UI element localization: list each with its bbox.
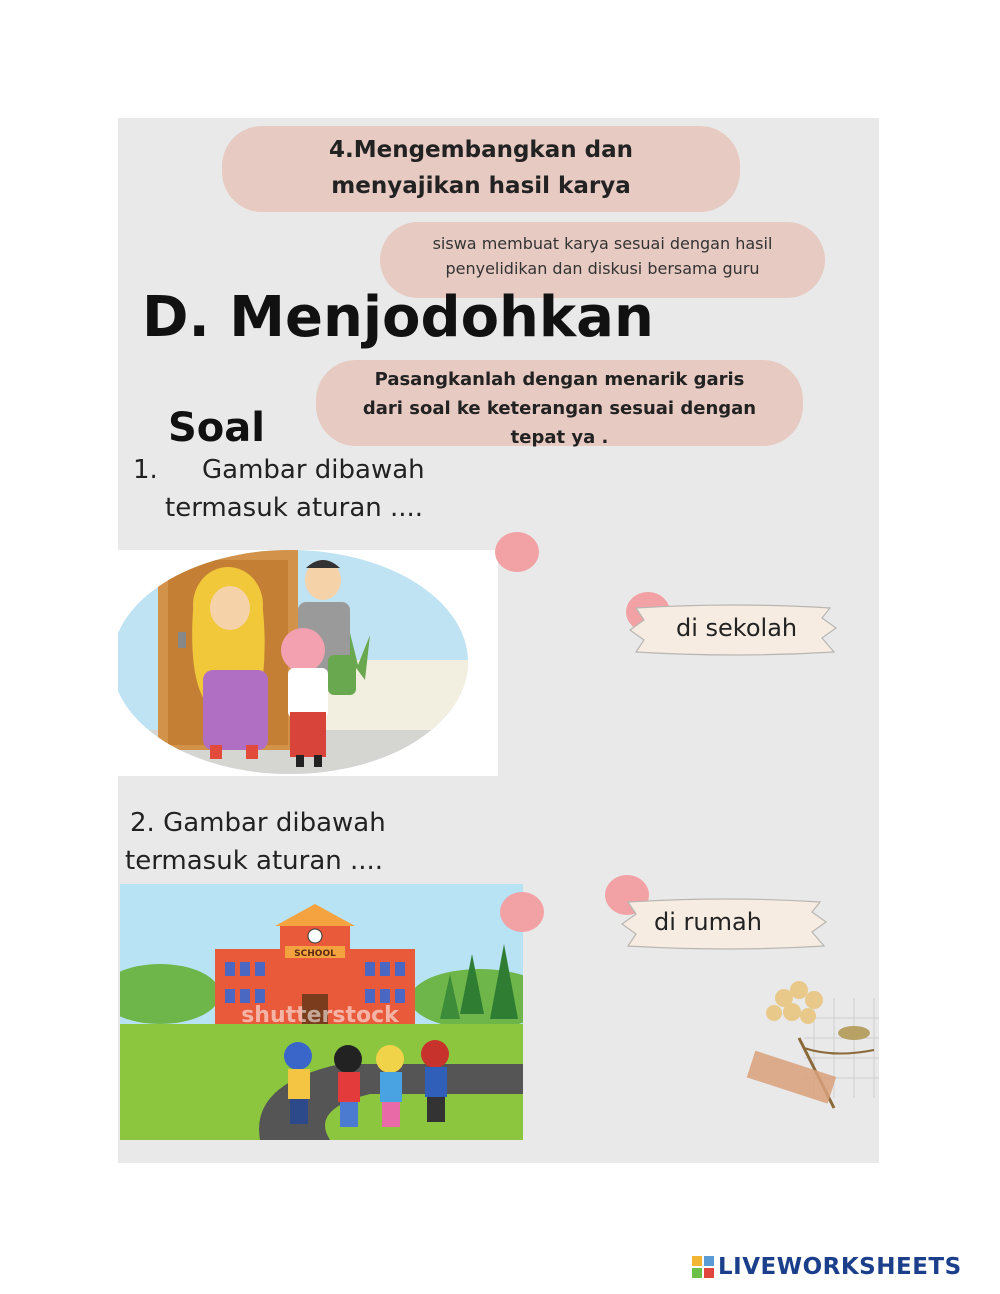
question-2-connector-dot[interactable] (500, 892, 544, 932)
question-1-picture (118, 550, 498, 776)
answer-2-label: di rumah (654, 908, 762, 936)
brand-name: LIVEWORKSHEETS (718, 1254, 962, 1280)
school-sign: SCHOOL (294, 949, 336, 959)
dried-flower-decoration (744, 968, 884, 1133)
instruction-line-2: dari soal ke keterangan sesuai dengan (362, 398, 757, 419)
watermark-text: shutterstock (241, 1003, 399, 1028)
question-2-line-2: termasuk aturan .... (125, 846, 384, 876)
step-title-line-1: 4.Mengembangkan dan (328, 137, 633, 163)
instruction-line-3: tepat ya . (510, 427, 609, 448)
question-1-connector-dot[interactable] (495, 532, 539, 572)
soal-heading: Soal (168, 405, 265, 451)
step-title-line-2: menyajikan hasil karya (331, 173, 631, 199)
question-1-number: 1. (133, 455, 158, 485)
brand-footer[interactable] (692, 1254, 962, 1280)
liveworksheets-logo-icon (692, 1256, 714, 1278)
instruction-box (316, 360, 803, 446)
answer-1-label: di sekolah (676, 614, 798, 642)
question-2-line-1: 2. Gambar dibawah (130, 808, 386, 838)
question-2-picture (120, 884, 523, 1140)
step-description-line-1: siswa membuat karya sesuai dengan hasil (432, 234, 773, 253)
step-description-line-2: penyelidikan dan diskusi bersama guru (445, 259, 760, 278)
question-1-line-1: Gambar dibawah (202, 455, 425, 485)
step-title-box (222, 126, 740, 212)
instruction-line-1: Pasangkanlah dengan menarik garis (374, 369, 745, 390)
section-title: D. Menjodohkan (142, 285, 654, 350)
question-1-line-2: termasuk aturan .... (165, 493, 424, 523)
